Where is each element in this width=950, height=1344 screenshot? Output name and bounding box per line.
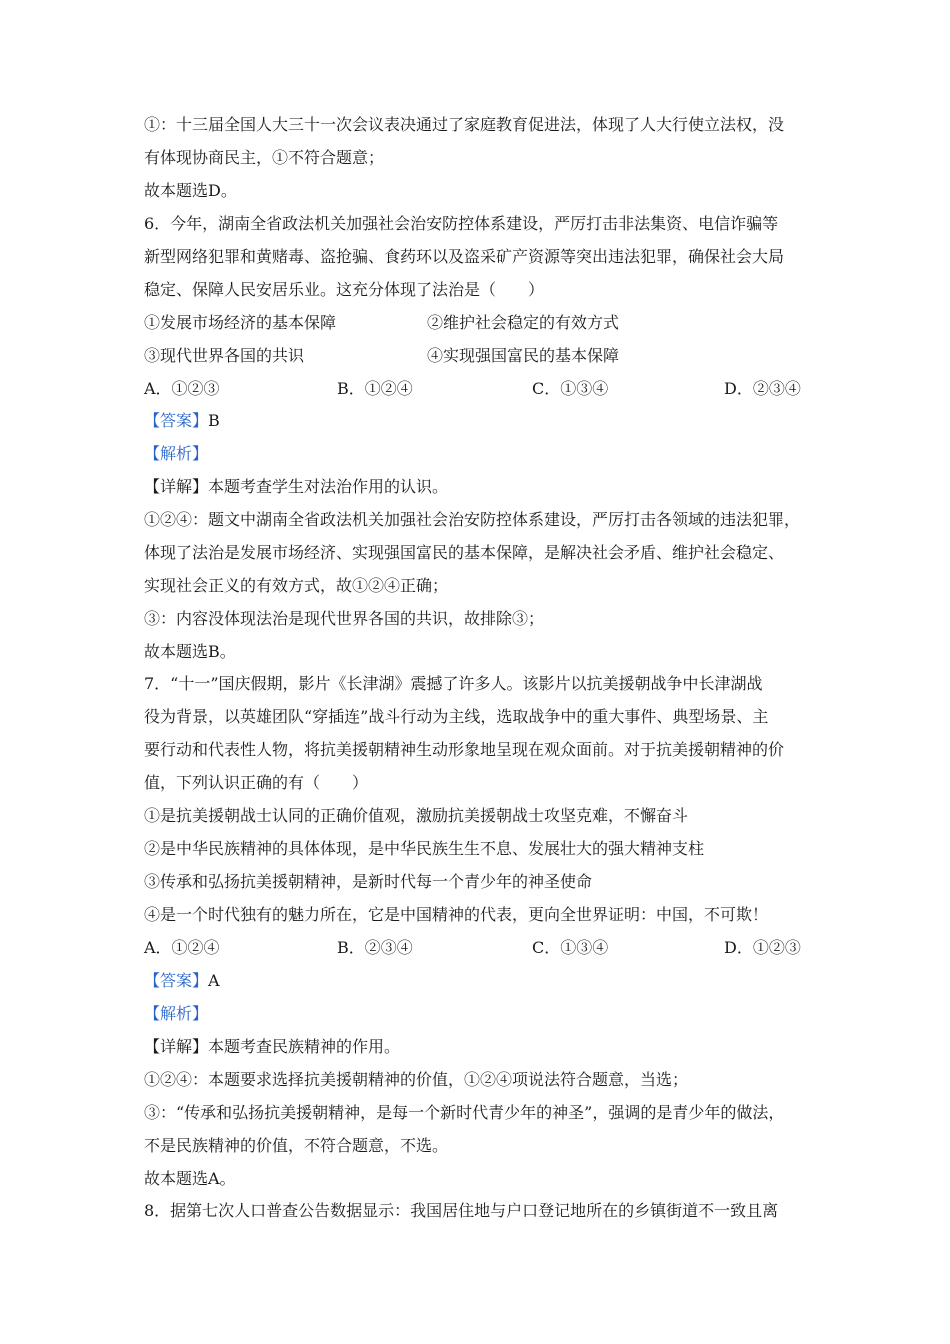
q7-detail [144,1036,400,1058]
q6-option-a: A．①②③ [144,379,220,398]
q6-statement-4: ④实现强国富民的基本保障 [427,346,620,365]
q6-option-b: B．①②④ [337,379,413,398]
q6-explanation-line: ①②④：题文中湖南全省政法机关加强社会治安防控体系建设，严厉打击各领域的违法犯罪， [144,510,801,529]
q7-stem-line: 要行动和代表性人物，将抗美援朝精神生动形象地呈现在观众面前。对于抗美援朝精神的价 [144,740,785,759]
q7-stem-line: 役为背景，以英雄团队“穿插连”战斗行动为主线，选取战争中的重大事件、典型场景、主 [144,707,769,726]
detail-tag: 【详解】 [144,477,209,496]
q6-analysis-heading [144,443,208,465]
q6-statement-1: ①发展市场经济的基本保障 [144,313,337,332]
q7-statement-3: ③传承和弘扬抗美援朝精神，是新时代每一个青少年的神圣使命 [144,872,593,891]
q7-stem-line: 7．“十一”国庆假期，影片《长津湖》震撼了许多人。该影片以抗美援朝战争中长津湖战 [144,674,763,693]
q6-statement-2: ②维护社会稳定的有效方式 [427,313,620,332]
q7-answer [144,970,220,992]
q8-stem-line: 8．据第七次人口普查公告数据显示：我国居住地与户口登记地所在的乡镇街道不一致且离 [144,1201,779,1220]
q6-answer [144,410,220,432]
q5-conclusion: 故本题选D。 [144,181,237,200]
q6-option-c: C．①③④ [532,379,609,398]
q7-option-c: C．①③④ [532,938,609,957]
q6-explanation-line: 实现社会正义的有效方式，故①②④正确； [144,576,449,595]
q5-explanation-line: 有体现协商民主，①不符合题意； [144,148,385,167]
q6-stem-line: 新型网络犯罪和黄赌毒、盗抢骗、食药环以及盗采矿产资源等突出违法犯罪，确保社会大局 [144,247,785,266]
q6-stem-line: 稳定、保障人民安居乐业。这充分体现了法治是（ ） [144,280,545,299]
q6-detail [144,476,448,498]
q5-explanation-line: ①：十三届全国人大三十一次会议表决通过了家庭教育促进法，体现了人大行使立法权，没 [144,115,785,134]
q7-explanation-line: ①②④：本题要求选择抗美援朝精神的价值，①②④项说法符合题意，当选； [144,1070,689,1089]
q7-statement-2: ②是中华民族精神的具体体现，是中华民族生生不息、发展壮大的强大精神支柱 [144,839,705,858]
q7-conclusion: 故本题选A。 [144,1169,236,1188]
q6-explanation-line: ③：内容没体现法治是现代世界各国的共识，故排除③； [144,609,545,628]
q7-explanation-line: ③：“传承和弘扬抗美援朝精神，是每一个新时代青少年的神圣”，强调的是青少年的做法， [144,1103,785,1122]
answer-value: A [208,971,220,990]
q7-analysis-heading [144,1003,208,1025]
answer-tag: 【答案】 [144,971,209,990]
q6-conclusion: 故本题选B。 [144,642,236,661]
analysis-tag: 【解析】 [144,1004,209,1023]
q6-option-d: D．②③④ [724,379,801,398]
q7-statement-1: ①是抗美援朝战士认同的正确价值观，激励抗美援朝战士攻坚克难，不懈奋斗 [144,806,689,825]
q6-stem-line: 6．今年，湖南全省政法机关加强社会治安防控体系建设，严厉打击非法集资、电信诈骗等 [144,214,779,233]
answer-tag: 【答案】 [144,411,209,430]
q7-statement-4: ④是一个时代独有的魅力所在，它是中国精神的代表，更向全世界证明：中国，不可欺！ [144,905,769,924]
q6-statement-3: ③现代世界各国的共识 [144,346,305,365]
q7-option-d: D．①②③ [724,938,801,957]
answer-value: B [208,411,220,430]
analysis-tag: 【解析】 [144,444,209,463]
q7-stem-line: 值，下列认识正确的有（ ） [144,773,369,792]
detail-text: 本题考查民族精神的作用。 [208,1037,401,1056]
detail-text: 本题考查学生对法治作用的认识。 [208,477,449,496]
q7-option-b: B．②③④ [337,938,413,957]
q6-explanation-line: 体现了法治是发展市场经济、实现强国富民的基本保障，是解决社会矛盾、维护社会稳定、 [144,543,785,562]
detail-tag: 【详解】 [144,1037,209,1056]
q7-explanation-line: 不是民族精神的价值，不符合题意，不选。 [144,1136,449,1155]
q7-option-a: A．①②④ [144,938,220,957]
